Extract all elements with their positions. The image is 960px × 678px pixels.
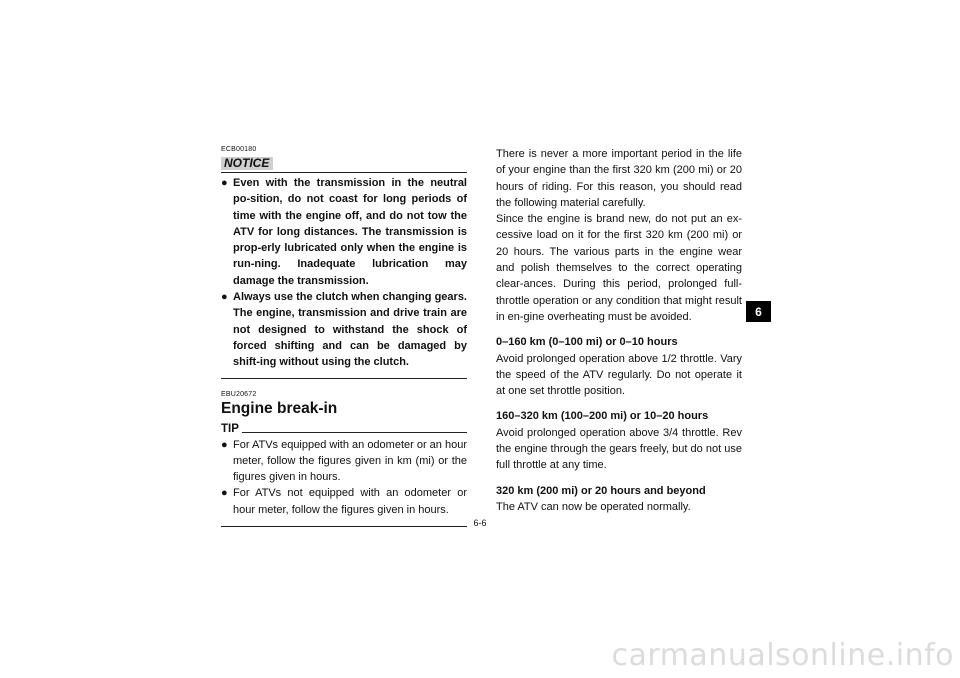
- page-number: 6-6: [473, 518, 487, 528]
- notice-header: [221, 155, 467, 173]
- intro-paragraph: Since the engine is brand new, do not put an ex-cessive load on it for the first 320 km (200 mi) or 20 hours. The various parts in the engine wear and polish themselves to the correct operating clear-ances. During this period, prolonged full-throttle operation or any condition that might result in en-gine overheating must be avoided.: [496, 213, 742, 323]
- notice-item: [221, 175, 467, 289]
- notice-label: NOTICE: [221, 157, 273, 170]
- tip-item-text: For ATVs not equipped with an odometer or hour meter, follow the figures given in hours.: [233, 487, 467, 516]
- tip-item: [221, 437, 467, 486]
- notice-code: ECB00180: [221, 146, 257, 153]
- tip-item-text: For ATVs equipped with an odometer or an hour meter, follow the figures given in km (mi) or the figures given in hours.: [233, 438, 467, 484]
- bullet-icon: ●: [221, 438, 228, 451]
- tip-label: TIP: [221, 422, 239, 435]
- notice-item: [221, 289, 467, 370]
- notice-item-text: Always use the clutch when changing gears. The engine, transmission and drive train are not designed to withstand the shock of forced shifting and can be damaged by shift-ing without using the clutch.: [233, 291, 467, 369]
- tip-header: [221, 421, 467, 435]
- tip-bottom-rule: [221, 526, 467, 527]
- bullet-icon: ●: [221, 177, 228, 189]
- right-column: [496, 146, 742, 515]
- left-column: [221, 146, 467, 527]
- bullet-icon: ●: [221, 487, 228, 500]
- notice-bottom-rule: [221, 378, 467, 379]
- notice-item-text: Even with the transmission in the neutral po-sition, do not coast for long periods of time with the engine off, and do not tow the ATV for long distances. The transmission is prop-erly lubricated only when the engine is run-ning. Inadequate lubrication may damage the transmission.: [233, 177, 467, 287]
- stage-text: Avoid prolonged operation above 1/2 throttle. Vary the speed of the ATV regularly. Do not operate it at one set throttle position.: [496, 352, 742, 398]
- stage-text: Avoid prolonged operation above 3/4 throttle. Rev the engine through the gears freely, but do not use full throttle at any time.: [496, 426, 742, 472]
- tip-rule: [242, 432, 467, 433]
- tip-list: [221, 437, 467, 518]
- intro-paragraph: There is never a more important period in the life of your engine than the first 320 km (200 mi) or 20 hours of riding. For this reason, you should read the following material carefully.: [496, 148, 742, 209]
- tip-item: [221, 485, 467, 518]
- notice-list: [221, 175, 467, 371]
- watermark: carmanualsonline.info: [611, 638, 954, 673]
- section-title: Engine break-in: [221, 399, 338, 417]
- stage-heading: 0–160 km (0–100 mi) or 0–10 hours: [496, 336, 678, 349]
- bullet-icon: ●: [221, 291, 228, 304]
- stage-text: The ATV can now be operated normally.: [496, 500, 691, 513]
- stage-heading: 160–320 km (100–200 mi) or 10–20 hours: [496, 410, 709, 423]
- stage-heading: 320 km (200 mi) or 20 hours and beyond: [496, 484, 706, 497]
- section-code: EBU20672: [221, 390, 257, 398]
- chapter-tab: 6: [746, 301, 771, 322]
